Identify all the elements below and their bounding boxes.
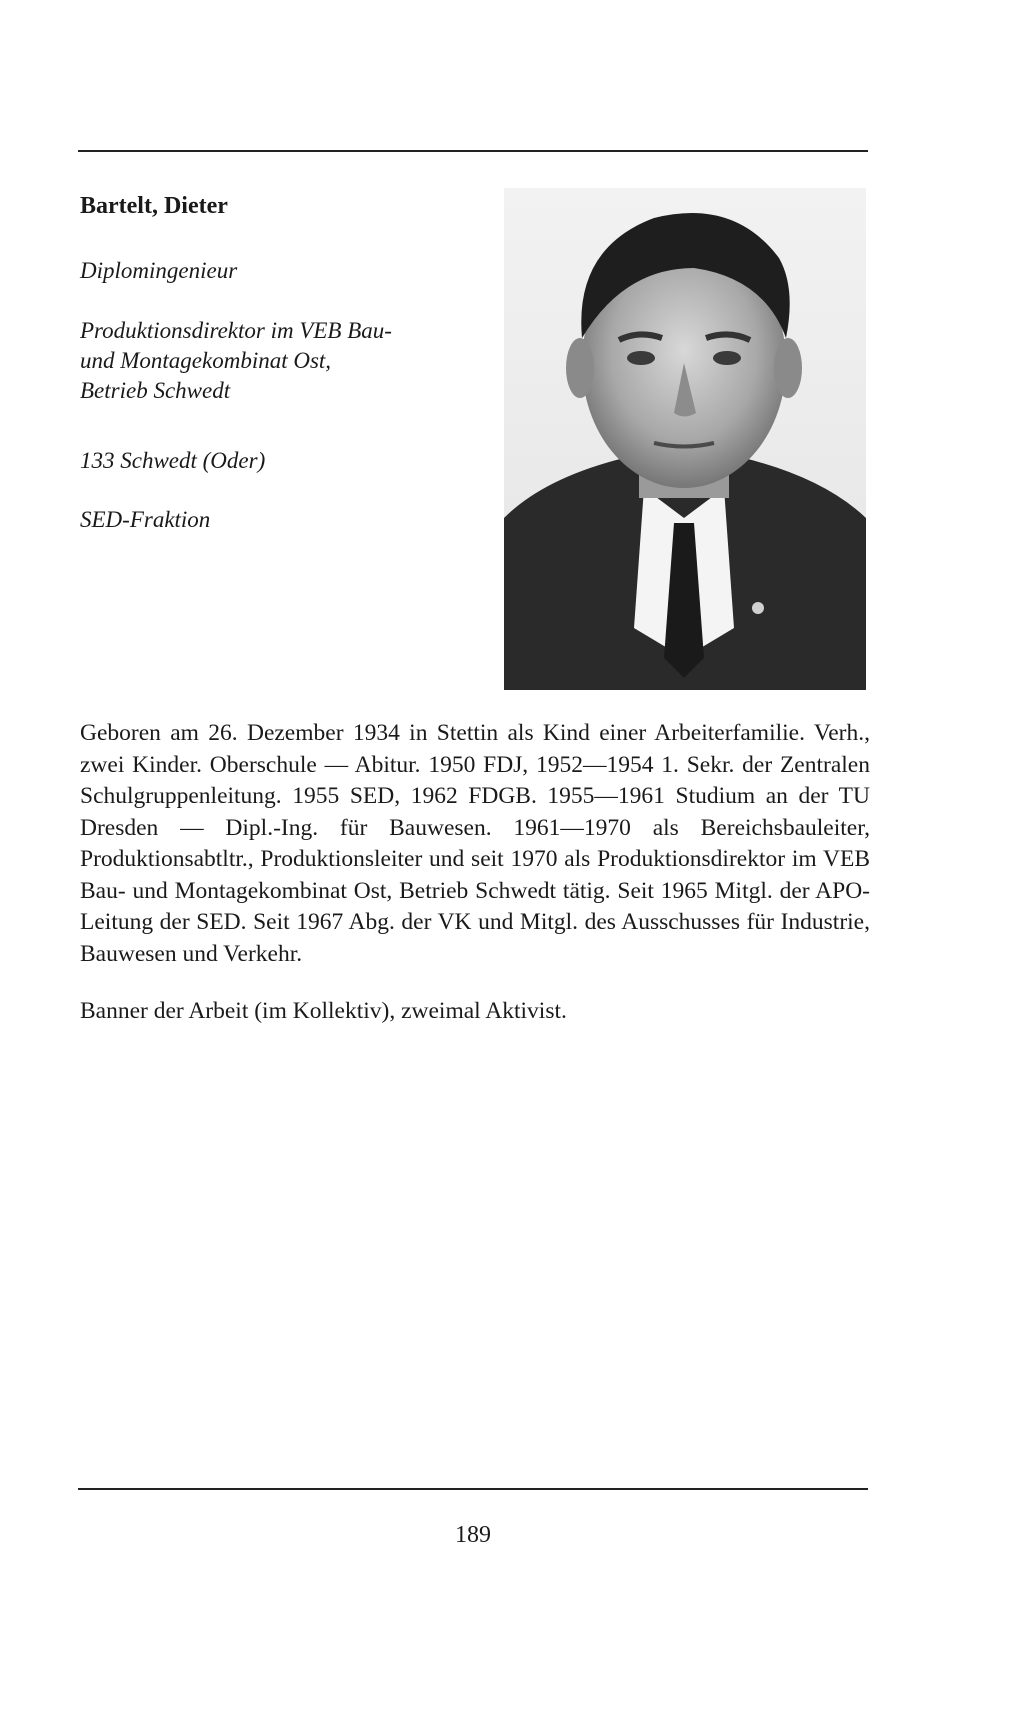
left-eye: [627, 351, 655, 365]
left-ear: [566, 338, 594, 398]
entry-faction: SED-Fraktion: [80, 507, 211, 532]
entry-position: Produktionsdirektor im VEB Bau- und Montagekombinat Ost, Betrieb Schwedt: [80, 318, 392, 403]
entry-address: 133 Schwedt (Oder): [80, 448, 266, 473]
lapel-pin: [752, 602, 764, 614]
right-ear: [774, 338, 802, 398]
honors: Banner der Arbeit (im Kollektiv), zweimal Aktivist.: [80, 998, 567, 1024]
biography-text: Geboren am 26. Dezember 1934 in Stettin als Kind einer Arbeiterfamilie. Verh., zwei Kinder. Oberschule — Abitur. 1950 FDJ, 1952—1954 1. Sekr. der Zentralen Schulgruppenleitung. 1955 SED, 1962 FDGB. 1955—1961 Studium an der TU Dresden — Dipl.-Ing. für Bauwesen. 1961—1970 als Bereichsbauleiter, Produktionsabtltr., Produktionsleiter und seit 1970 als Produktionsdirektor im VEB Bau- und Montagekombinat Ost, Betrieb Schwedt tätig. Seit 1965 Mitgl. der APO-Leitung der SED. Seit 1967 Abg. der VK und Mitgl. des Ausschusses für Industrie, Bauwesen und Verkehr.: [80, 720, 870, 967]
right-eye: [713, 351, 741, 365]
entry-degree: Diplomingenieur: [80, 258, 238, 283]
page-number: 189: [455, 1522, 491, 1548]
top-divider: [78, 150, 868, 152]
portrait-photo: [504, 188, 866, 690]
bottom-divider: [78, 1488, 868, 1490]
entry-name: Bartelt, Dieter: [80, 193, 228, 219]
biography: [80, 718, 870, 970]
